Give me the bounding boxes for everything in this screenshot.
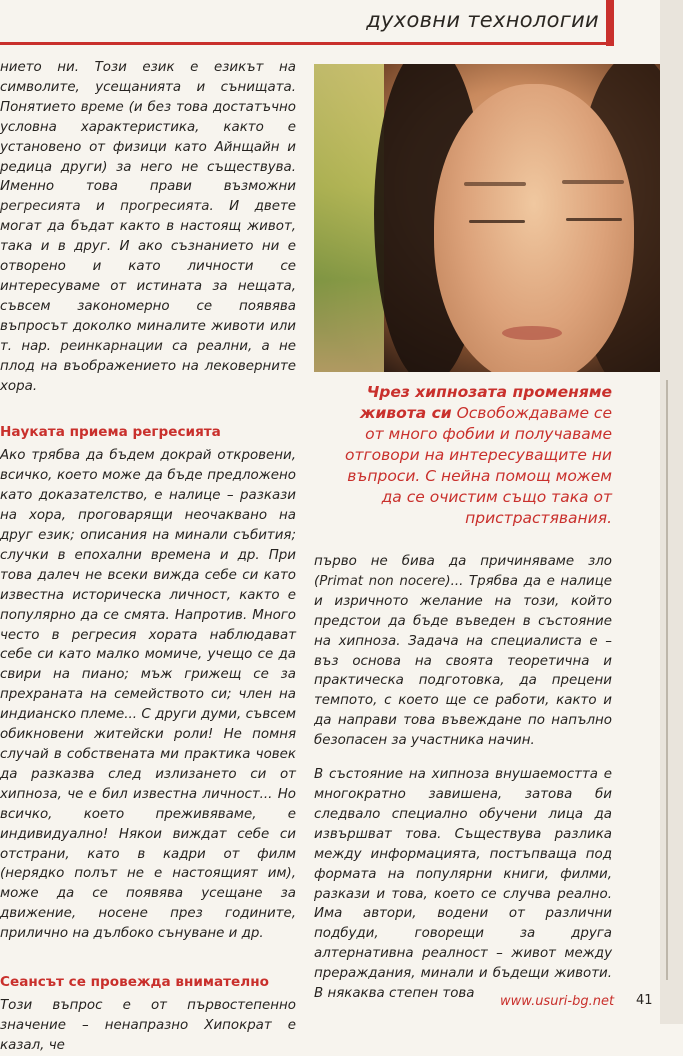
pull-quote-text: Освобождаваме се от много фобии и получаваме отговори на интересуващите ни въпроси. С нейна помощ можем да се очистим също така от пристрастявания. (344, 404, 612, 527)
right-paragraph-1: първо не бива да причиняваме зло (Primat non nocere)... Трябва да е налице и изричното желание на този, който предстои да бъде въведен в състояние на хипноза. Задача на специалиста е – въз основа на своята теоретична и практическа подготовка, да прецени темпото, с което ще се работи, както и да направи това въвеждане по напълно безопасен за участника начин. (314, 554, 612, 749)
header-rule (0, 42, 606, 45)
footer-url[interactable]: www.usuri-bg.net (500, 994, 615, 1009)
left-paragraph-3: Този въпрос е от първостепенно значение – ненапразно Хипократ е казал, че (0, 998, 296, 1053)
section-title: духовни технологии (366, 8, 599, 32)
left-paragraph-1: нието ни. Този език е езикът на символите, усещанията и сънищата. Понятието време (и без това достатъчно условна характеристика, както е установено от физици като Айнщайн и редица други) за него не съществува. Именно това прави възможни регресията и прогресията. И двете могат да бъдат както в настоящ живот, така и в друг. И ако съзнанието ни е отворено и като личности се интересуваме от истината за нещата, съвсем закономерно се появява въпросът доколко миналите животи или т. нар. реинкарнации са реални, а не плод на въображението на лековерните хора. (0, 60, 296, 394)
left-paragraph-2: Ако трябва да бъдем докрай откровени, всичко, което може да бъде предложено като доказателство, е налице – разкази на хора, проговарящи неочаквано на друг език; описания на минали събития; случки в епохални времена и др. При това далеч не всеки вижда себе си като известна историческа личност, както е популярно да се смята. Напротив. Много често в регресия хората наблюдават себе си като малко момиче, учещо се да свири на пиано; мъж грижещ се за прехраната на семейството си; член на индианско племе... С други думи, съвсем обикновени житейски роли! Не помня случай в собствената ми практика човек да разказва след излизането си от хипноза, че е бил известна личност... Но всичко, което преживяваме, е индивидуално! Някои виждат себе си отстрани, като в кадри от филм (нерядко полът не е настоящият им), може да се появява усещане за движение, носене през годините, прилично на дълбоко сънуване и др. (0, 448, 296, 942)
portrait-photo (314, 64, 660, 372)
pull-quote-lead: Чрез хипнозата променяме живота си (360, 383, 612, 422)
pull-quote (340, 382, 612, 529)
page-edge (660, 0, 683, 1024)
page-number: 41 (636, 993, 653, 1008)
header-accent-block (606, 0, 614, 46)
right-paragraph-2: В състояние на хипноза внушаемостта е многократно завишена, затова би следвало специално обучени лица да извършват това. Съществува разлика между информацията, постъпваща под формата на популярни книги, филми, разкази и това, което се случва реално. Има автори, водени от различни подбуди, говорещи за друга алтернативна реалност – живот между прераждания, минали и бъдещи животи. В някаква степен това (314, 767, 612, 1002)
left-column (0, 58, 296, 1056)
subheading-session: Сеансът се провежда внимателно (0, 974, 269, 991)
subheading-science: Науката приема регресията (0, 424, 221, 441)
right-column (314, 552, 612, 1004)
